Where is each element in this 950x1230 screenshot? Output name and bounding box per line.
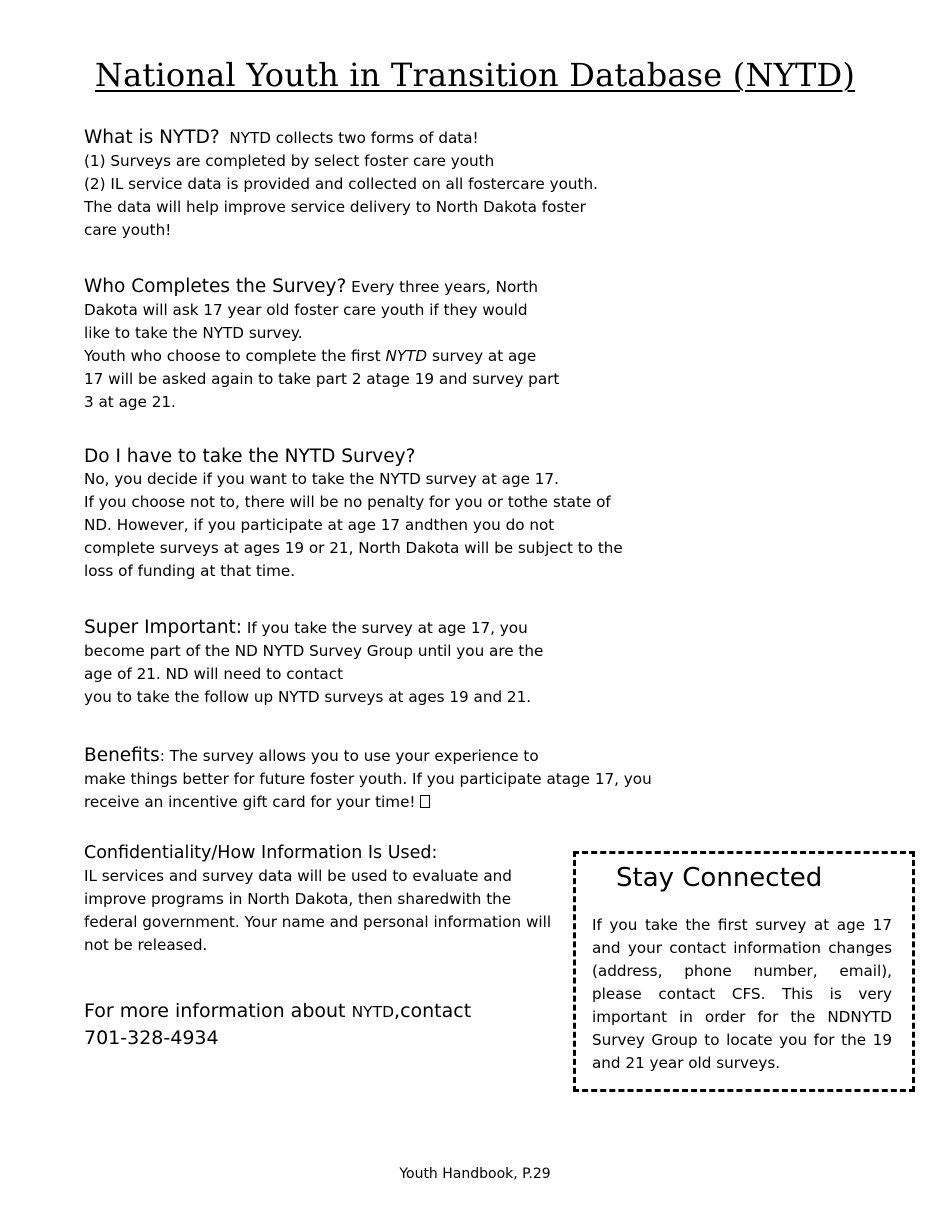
section-what-is-nytd (84, 126, 598, 242)
section-text: (1) Surveys are completed by select foster care youth (84, 152, 495, 171)
section-text: 3 at age 21. (84, 393, 176, 412)
section-text: 17 will be asked again to take part 2 atage 19 and survey part (84, 370, 560, 389)
section-text: ND. However, if you participate at age 17 andthen you do not (84, 516, 555, 535)
section-text: Every three years, North (351, 278, 539, 296)
section-text: complete surveys at ages 19 or 21, North Dakota will be subject to the (84, 539, 623, 558)
section-text: receive an incentive gift card for your time! (84, 793, 421, 812)
section-super-important (84, 616, 543, 709)
section-text: care youth! (84, 221, 172, 240)
section-benefits (84, 744, 652, 814)
section-text: improve programs in North Dakota, then sharedwith the (84, 890, 512, 909)
section-who-completes (84, 275, 559, 415)
contact-phone: 701-328-4934 (84, 1027, 219, 1049)
contact-text: For more information about (84, 1000, 346, 1022)
section-text: become part of the ND NYTD Survey Group until you are the (84, 642, 544, 661)
section-text: No, you decide if you want to take the NYTD survey at age 17. (84, 470, 559, 489)
page-title: National Youth in Transition Database (NYTD) (94, 56, 856, 94)
section-text: Dakota will ask 17 year old foster care youth if they would (84, 301, 528, 320)
section-confidentiality (84, 842, 551, 957)
section-heading: Do I have to take the NYTD Survey? (84, 446, 416, 467)
section-heading: What is NYTD? (84, 127, 220, 148)
section-do-i-have-to (84, 445, 623, 584)
section-text: make things better for future foster youth. If you participate atage 17, you (84, 770, 652, 789)
section-text: age of 21. ND will need to contact (84, 665, 344, 684)
contact-text: ,contact (394, 1000, 472, 1022)
missing-glyph-icon (420, 795, 430, 808)
contact-info (84, 998, 471, 1051)
section-text: NYTD collects two forms of data! (229, 129, 479, 147)
section-heading: Super Important: (84, 617, 243, 638)
section-text: IL services and survey data will be used to evaluate and (84, 867, 512, 886)
section-text: you to take the follow up NYTD surveys at ages 19 and 21. (84, 688, 532, 707)
section-text: The data will help improve service delivery to North Dakota foster (84, 198, 586, 217)
section-text: federal government. Your name and personal information will (84, 913, 552, 932)
section-text: like to take the NYTD survey. (84, 324, 303, 343)
section-text: : The survey allows you to use your experience to (159, 747, 539, 765)
section-text: If you take the survey at age 17, you (246, 619, 528, 637)
section-text: (2) IL service data is provided and collected on all fostercare youth. (84, 175, 598, 194)
section-text: If you choose not to, there will be no penalty for you or tothe state of (84, 493, 611, 512)
stay-connected-title: Stay Connected (616, 863, 823, 893)
section-heading: Confidentiality/How Information Is Used: (84, 843, 438, 863)
stay-connected-body: If you take the first survey at age 17 and your contact information changes (address, phone number, email), please contact CFS. This is very important in order for the NDNYTD Survey Group to locate you for the 19 and 21 year old surveys. (592, 916, 892, 1072)
section-heading: Who Completes the Survey? (84, 276, 347, 297)
section-text: Youth who choose to complete the first (84, 347, 381, 366)
section-text: loss of funding at that time. (84, 562, 296, 581)
section-text-emphasis: NYTD (385, 347, 428, 366)
section-text: survey at age (431, 347, 537, 366)
page-footer: Youth Handbook, P.29 (399, 1166, 551, 1182)
section-heading: Benefits (84, 745, 160, 766)
section-text: not be released. (84, 936, 208, 955)
contact-nytd: NYTD (351, 1003, 395, 1021)
